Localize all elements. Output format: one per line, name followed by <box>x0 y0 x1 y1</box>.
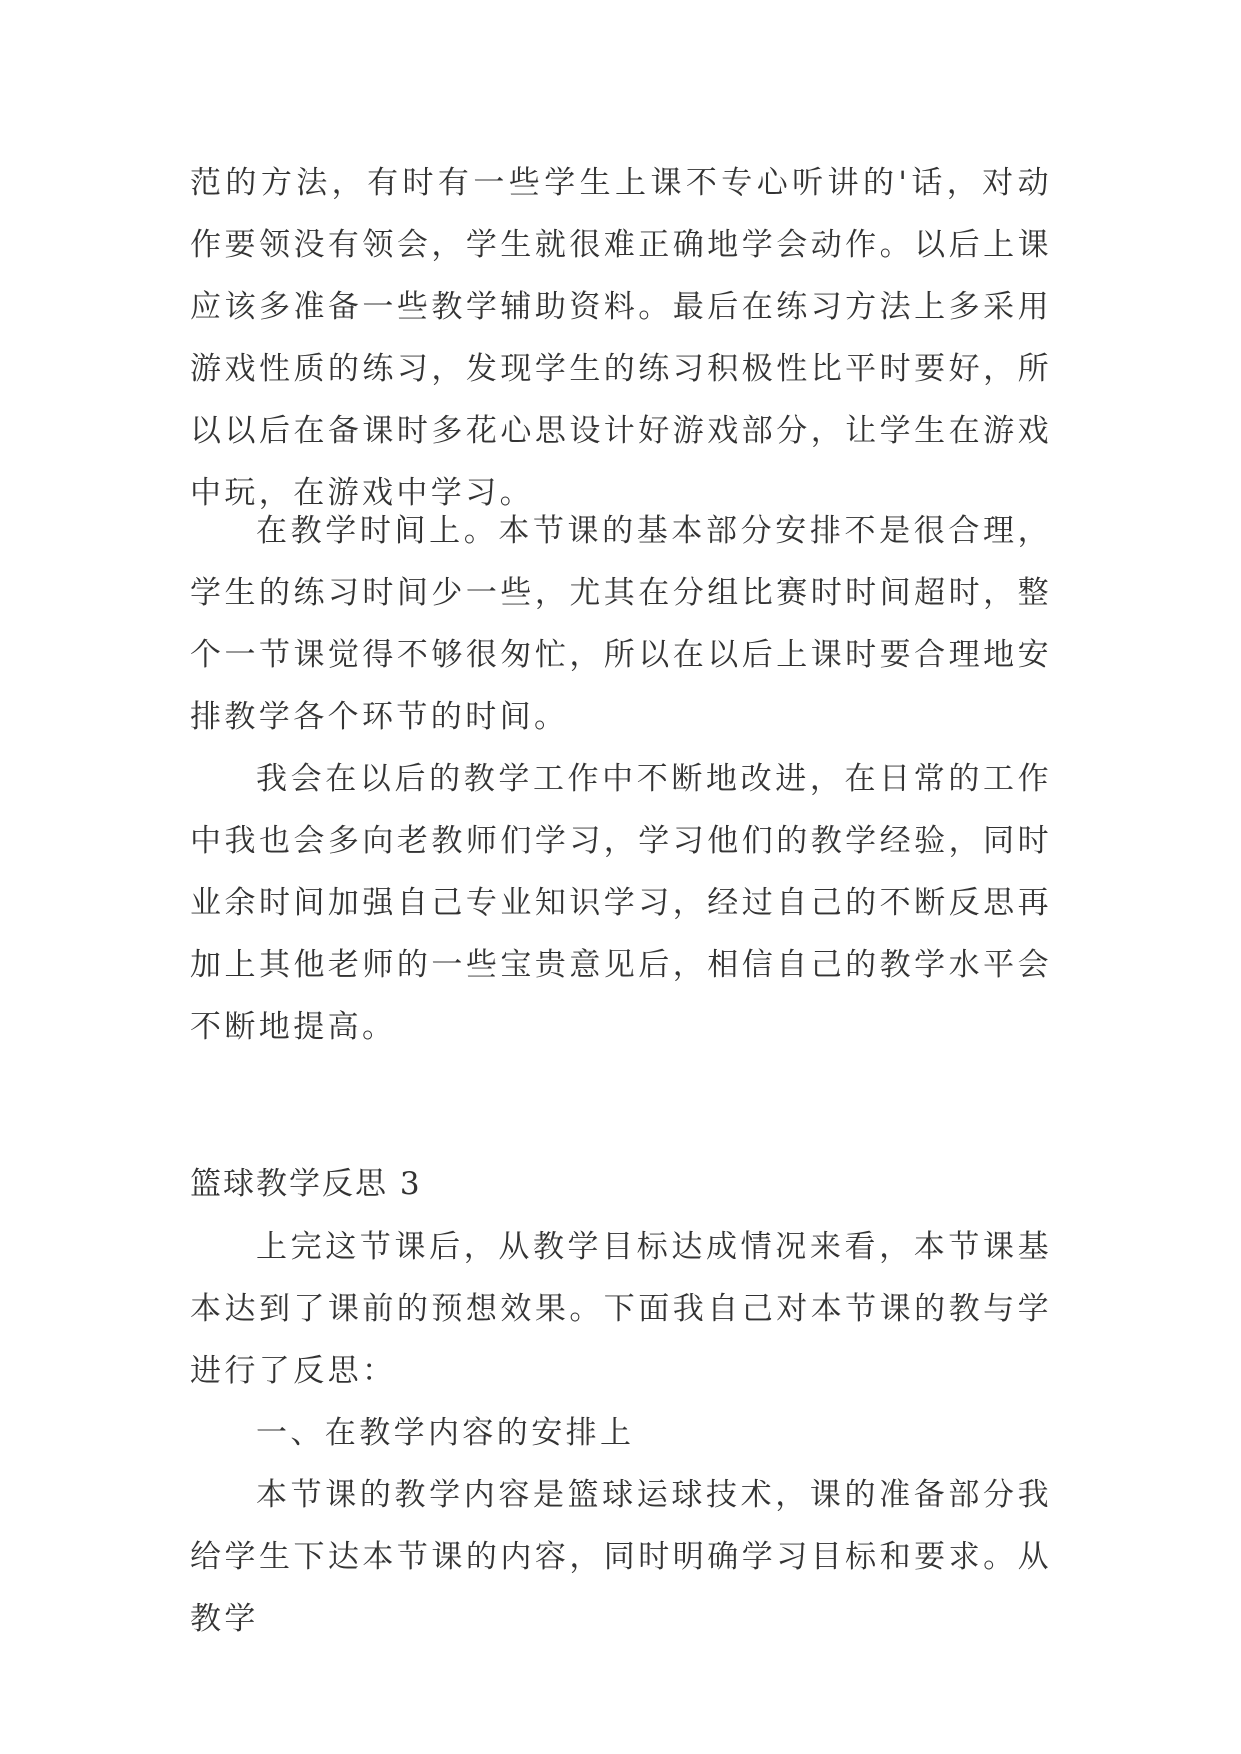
paragraph-reflection-intro: 上完这节课后，从教学目标达成情况来看，本节课基本达到了课前的预想效果。下面我自己对本节课的教与学进行了反思： <box>190 1229 1052 1389</box>
subheading-content-arrangement: 一、在教学内容的安排上 <box>256 1415 635 1451</box>
paragraph-improvement: 我会在以后的教学工作中不断地改进，在日常的工作中我也会多向老教师们学习，学习他们的教学经验，同时业余时间加强自己专业知识学习，经过自己的不断反思再加上其他老师的一些宝贵意见后，相信自己的教学水平会不断地提高。 <box>190 761 1052 1045</box>
paragraph-teaching-time: 在教学时间上。本节课的基本部分安排不是很合理，学生的练习时间少一些，尤其在分组比赛时时间超时，整个一节课觉得不够很匆忙，所以在以后上课时要合理地安排教学各个环节的时间。 <box>190 513 1052 735</box>
paragraph-continued: 范的方法，有时有一些学生上课不专心听讲的'话，对动作要领没有领会，学生就很难正确地学会动作。以后上课应该多准备一些教学辅助资料。最后在练习方法上多采用游戏性质的练习，发现学生的练习积极性比平时要好，所以以后在备课时多花心思设计好游戏部分，让学生在游戏中玩，在游戏中学习。 <box>190 165 1052 511</box>
section-title: 篮球教学反思 3 <box>190 1166 422 1202</box>
paragraph-content: 本节课的教学内容是篮球运球技术，课的准备部分我给学生下达本节课的内容，同时明确学习目标和要求。从教学 <box>190 1477 1052 1637</box>
